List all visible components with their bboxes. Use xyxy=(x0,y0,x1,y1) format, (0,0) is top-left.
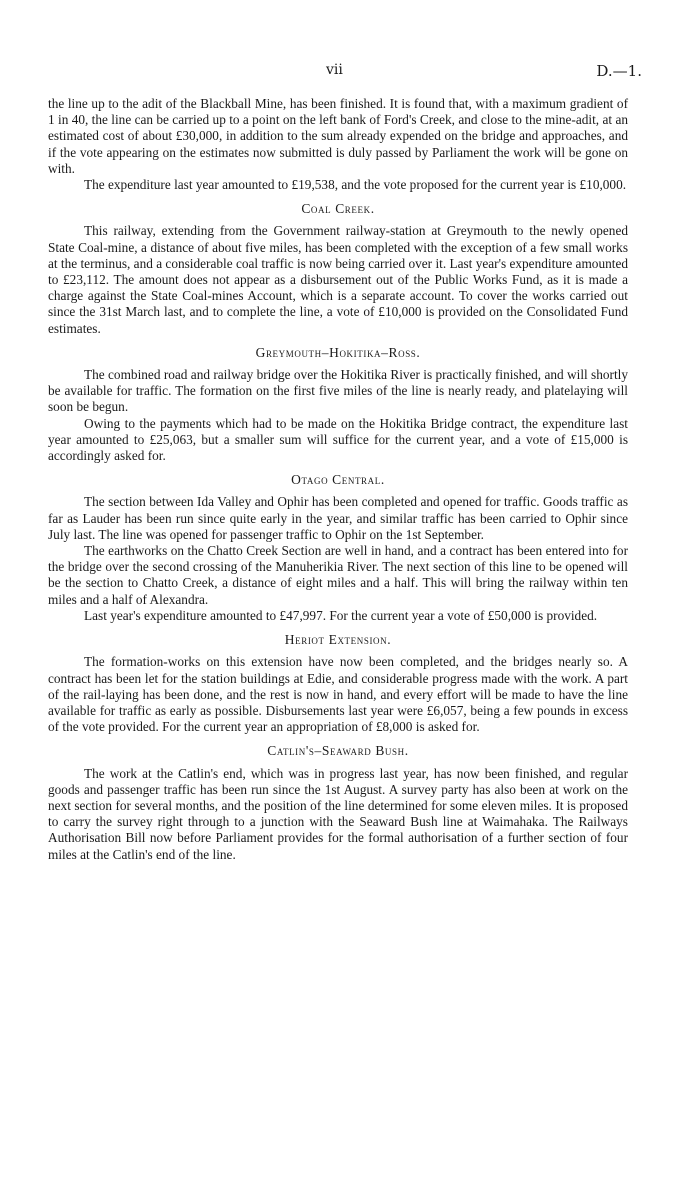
section-paragraph: Owing to the payments which had to be made on the Hokitika Bridge contract, the expenditure last year amounted to £25,063, but a smaller sum will suffice for the current year, and a vote of £15,000 is accordingly asked for. xyxy=(48,415,628,464)
section-coal-creek xyxy=(48,201,628,337)
section-title: Otago Central. xyxy=(291,472,385,488)
section-paragraph: The section between Ida Valley and Ophir has been completed and opened for traffic. Goods traffic as far as Lauder has been run since quite early in the year, and similar traffic has been carried to Ophir since July last. The line was opened for passenger traffic to Ophir on the 1st September. xyxy=(48,494,628,542)
section-paragraph: The combined road and railway bridge over the Hokitika River is practically finished, and will shortly be available for traffic. The formation on the first five miles of the line is nearly ready, and platelaying will soon be begun. xyxy=(48,367,628,415)
section-otago-central xyxy=(48,472,628,624)
page-header xyxy=(0,62,700,82)
page-number: vii xyxy=(326,62,343,78)
section-paragraph: The earthworks on the Chatto Creek Section are well in hand, and a contract has been entered into for the bridge over the second crossing of the Manuherikia River. The next section of this line to be opened will be the section to Chatto Creek, a distance of eight miles and a half. This will bring the railway within ten miles and a half of Alexandra. xyxy=(48,543,628,607)
section-paragraph: This railway, extending from the Government railway-station at Greymouth to the newly opened State Coal-mine, a distance of about five miles, has been completed with the exception of a few small works at the terminus, and a considerable coal traffic is now being carried over it. Last year's expenditure amounted to £23,112. The amount does not appear as a disbursement out of the Public Works Fund, as it is made a charge against the State Coal-mines Account, which is a separate account. To cover the works carried out since the 31st March last, and to complete the line, a vote of £10,000 is provided on the Consolidated Fund estimates. xyxy=(48,223,628,336)
section-greymouth-hokitika-ross xyxy=(48,345,628,464)
section-heriot-extension xyxy=(48,632,628,735)
section-title: Heriot Extension. xyxy=(284,632,392,648)
intro-paragraph-2: The expenditure last year amounted to £19,538, and the vote proposed for the current year is £10,000. xyxy=(84,177,627,193)
section-title: Greymouth–Hokitika–Ross. xyxy=(255,344,421,360)
section-paragraph: Last year's expenditure amounted to £47,997. For the current year a vote of £50,000 is provided. xyxy=(84,607,598,623)
section-paragraph: The formation-works on this extension have now been completed, and the bridges nearly so. A contract has been let for the station buildings at Edie, and considerable progress made with the work. A part of the rail-laying has been done, and the rest is now in hand, and every effort will be made to have the line available for traffic as early as possible. Disbursements last year were £6,057, being a few pounds in excess of the vote provided. For the current year an appropriation of £8,000 is asked for. xyxy=(48,654,628,735)
document-reference: D.—1. xyxy=(596,62,642,80)
section-title: Coal Creek. xyxy=(301,201,375,217)
document-body xyxy=(48,96,628,863)
section-paragraph: The work at the Catlin's end, which was in progress last year, has now been finished, and regular goods and passenger traffic has been run since the 1st August. A survey party has also been at work on the next section for several months, and the position of the line determined for some eleven miles. It is proposed to carry the survey right through to a junction with the Seaward Bush line at Waimahaka. The Railways Authorisation Bill now before Parliament provides for the formal authorisation of a further section of four miles at the Catlin's end of the line. xyxy=(48,765,628,862)
intro-paragraph-1: the line up to the adit of the Blackball Mine, has been finished. It is found that, with a maximum gradient of 1 in 40, the line can be carried up to a point on the left bank of Ford's Creek, and close to the mine-adit, at an estimated cost of about £30,000, in addition to the sum already expended on the bridge and approaches, and if the vote appearing on the estimates now submitted is duly passed by Parliament the work will be gone on with. xyxy=(48,96,628,176)
section-catlins-seaward-bush xyxy=(48,743,628,862)
section-title: Catlin's–Seaward Bush. xyxy=(267,743,409,759)
